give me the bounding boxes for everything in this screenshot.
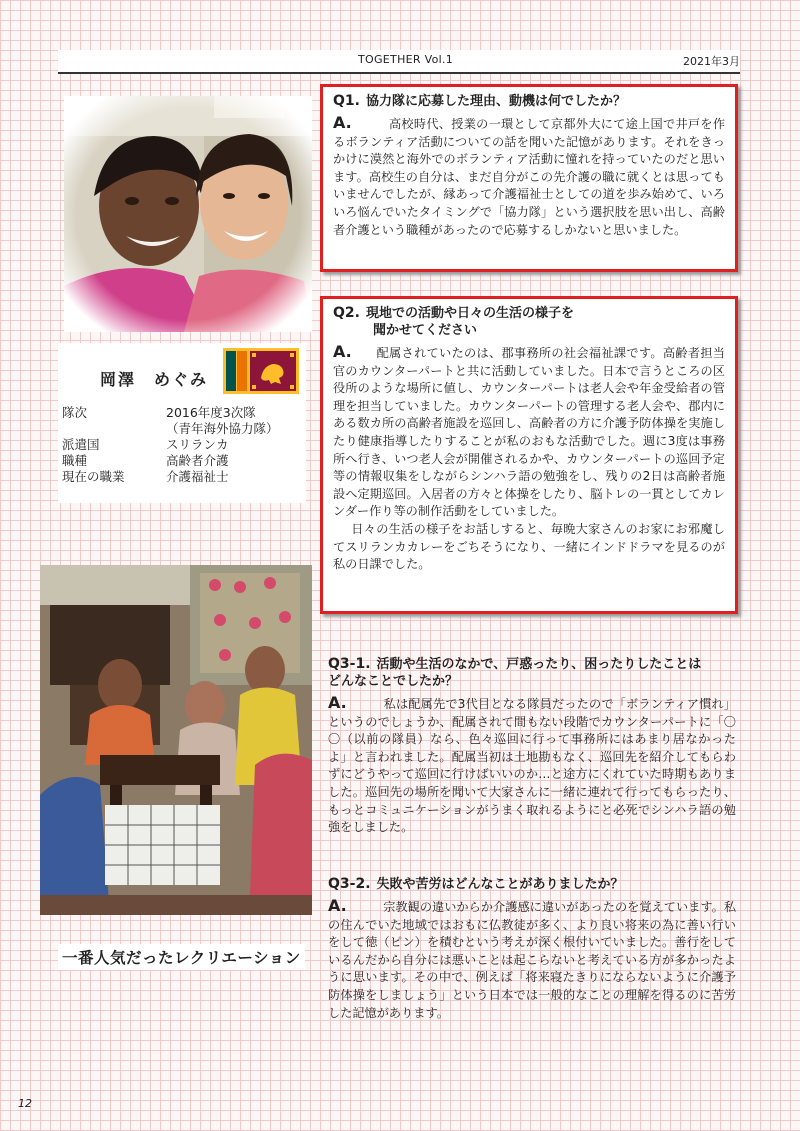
profile-row: 隊次 2016年度3次隊	[62, 405, 256, 420]
sri-lanka-flag-icon	[223, 348, 299, 394]
q3-2-question: Q3-2. 失敗や苦労はどんなことがありましたか？	[328, 876, 624, 892]
q3-1-section	[328, 656, 736, 837]
q3-2-section	[328, 876, 736, 1022]
profile-row: 現在の職業 介護福祉士	[62, 469, 229, 484]
q1-question: Q1. 協力隊に応募した理由、動機は何でしたか？	[333, 93, 626, 109]
profile-row: 派遣国 スリランカ	[62, 437, 229, 452]
portrait-photo	[64, 96, 312, 332]
member-name: 岡澤 めぐみ	[100, 370, 209, 389]
profile-row: （青年海外協力隊）	[166, 421, 279, 436]
q2-box	[320, 296, 738, 614]
recreation-photo	[40, 565, 312, 915]
issue-date: 2021年3月	[683, 55, 740, 68]
page-header	[58, 50, 740, 74]
profile-card	[58, 343, 306, 503]
photo-caption: 一番人気だったレクリエーション	[58, 944, 305, 970]
q1-box	[320, 84, 738, 272]
q3-1-answer: A. 私は配属先で3代目となる隊員だったので「ボランティア慣れ」というのでしょうか、配属されて間もない段階でカウンターパートに「〇〇（以前の隊員）なら、色々巡回に行って事務所にはあまり居なかったよ」と言われました。配属当初は土地勘もなく、巡回先を紹介してもらわずにどうやって巡回に行けばいいのか…と途方にくれていた時期もありました。巡回先の場所を聞いて大家さんに一緒に連れて行ってもらったり、もっとコミュニケーションがうまく取れるようにと必死でシンハラ語の勉強をしました。	[328, 693, 736, 835]
q3-2-answer: A. 宗教観の違いからか介護感に違いがあったのを覚えています。私の住んでいた地域ではおもに仏教徒が多く、より良い将来の為に善い行いをして徳（ピン）を積むという考えが深く根付いていました。善行をしているんだから自分には悪いことは起こらないと考えている方が多かったように思います。その中で、例えば「将来寝たきりにならないように介護予防体操をしましょう」という日本では一般的なことの理解を得るのに苦労した記憶があります。	[328, 896, 737, 1020]
q2-answer: A. 配属されていたのは、郡事務所の社会福祉課です。高齢者担当官のカウンターパートと共に活動していました。日本で言うところの区役所のような場所に値し、カウンターパートは老人会や年金受給者の管理を担当していました。カウンターパートの管理する老人会や、郡内にある数カ所の高齢者施設を巡回し、高齢者の方に介護予防体操を実施したり健康指導したりすることが私のおもな活動でした。週に3度は事務所へ行き、いつ老人会が開催されるかや、カウンターパートの巡回予定等の情報収集をしながらシンハラ語の勉強をし、残りの2日は高齢者施設へ定期巡回。入居者の方々と体操をしたり、脳トレの一貫としてカレンダー作り等の制作活動をしていました。 日々の生活の様子をお話しすると、毎晩大家さんのお家にお邪魔してスリランカカレーをごちそうになり、一緒にインドドラマを見るのが私の日課でした。	[333, 342, 725, 572]
q1-answer: A. 高校時代、授業の一環として京都外大にて途上国で井戸を作るボランティア活動についての話を聞いた記憶があります。それをきっかけに漠然と海外でのボランティア活動に憧れを持っていたのだと思います。高校生の自分は、まだ自分がこの先介護の職に就くとは思ってもいませんでしたが、縁あって介護福祉士としての道を歩み始めて、いろいろ悩んでいたタイミングで「協力隊」という選択肢を思い出し、高齢者介護という職種があったので応募するしかないと思いました。	[333, 113, 726, 237]
q2-question: Q2. 現地での活動や日々の生活の様子を 聞かせてください	[333, 305, 574, 338]
profile-row: 職種 高齢者介護	[62, 453, 229, 468]
profile-details	[62, 405, 279, 485]
page-number: 12	[18, 1097, 32, 1110]
newsletter-volume: TOGETHER Vol.1	[358, 53, 454, 66]
q3-1-question: Q3-1. 活動や生活のなかで、戸惑ったり、困ったりしたことは どんなことでしたか？	[328, 656, 702, 689]
